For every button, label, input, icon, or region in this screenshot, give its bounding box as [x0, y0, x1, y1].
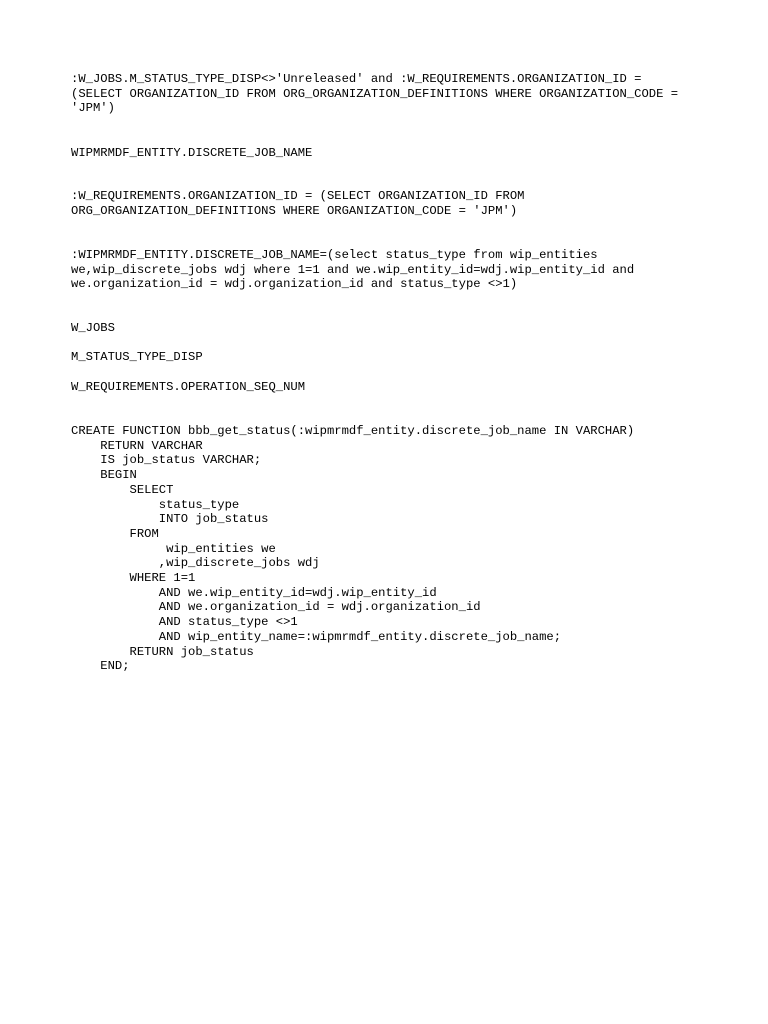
block-name-w-jobs: W_JOBS — [71, 321, 115, 335]
field-operation-seq-num: W_REQUIREMENTS.OPERATION_SEQ_NUM — [71, 380, 306, 394]
sql-create-function: CREATE FUNCTION bbb_get_status(:wipmrmdf_entity.discrete_job_name IN VARCHAR) RETURN VARCHAR IS job_status VARCHAR; BEGIN SELECT status_type INTO job_status FROM wip_entities we ,wip_discrete_jobs wdj WHERE 1=1 AND we.wip_entity_id=wdj.wip_entity_id AND we.organization_id = wdj.organization_id AND status_type <>1 AND wip_entity_name=:wipmrmdf_entity.discrete_job_name; RETURN job_status END; — [71, 424, 635, 674]
sql-condition-status-and-org: :W_JOBS.M_STATUS_TYPE_DISP<>'Unreleased' and :W_REQUIREMENTS.ORGANIZATION_ID = (SELECT ORGANIZATION_ID FROM ORG_ORGANIZATION_DEFINITIONS WHERE ORGANIZATION_CODE = 'JPM') — [71, 72, 679, 116]
sql-condition-job-name-subquery: :WIPMRMDF_ENTITY.DISCRETE_JOB_NAME=(select status_type from wip_entities we,wip_discrete_jobs wdj where 1=1 and we.wip_entity_id=wdj.wip_entity_id and we.organization_id = wdj.organization_id and status_type <>1) — [71, 248, 635, 292]
field-discrete-job-name: WIPMRMDF_ENTITY.DISCRETE_JOB_NAME — [71, 146, 313, 160]
sql-condition-org-id: :W_REQUIREMENTS.ORGANIZATION_ID = (SELECT ORGANIZATION_ID FROM ORG_ORGANIZATION_DEFINITIONS WHERE ORGANIZATION_CODE = 'JPM') — [71, 189, 525, 218]
field-m-status-type-disp: M_STATUS_TYPE_DISP — [71, 350, 203, 364]
